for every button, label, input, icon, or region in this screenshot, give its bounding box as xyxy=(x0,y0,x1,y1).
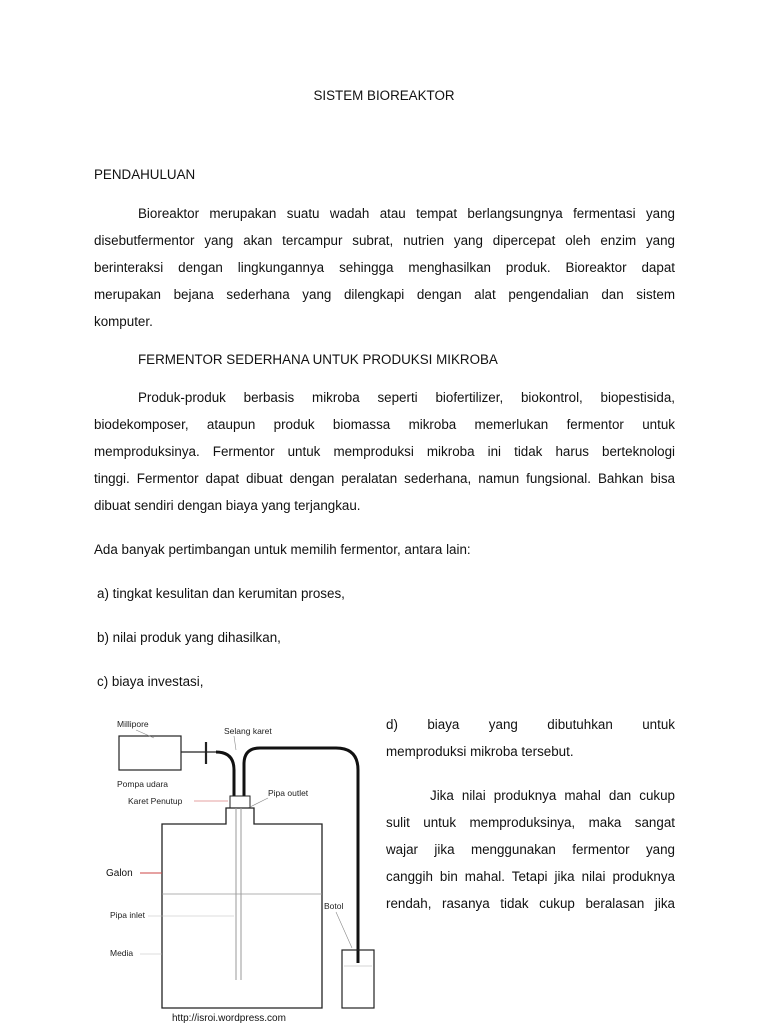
intro-line-1: Bioreaktor merupakan suatu wadah atau tempat berlangsungnya fermentasi yang xyxy=(138,206,675,221)
list-item-b: b) nilai produk yang dihasilkan, xyxy=(97,630,281,645)
fermentor-diagram xyxy=(96,708,380,1024)
millipore-label: Millipore xyxy=(117,719,149,729)
right-line-3: Jika nilai produknya mahal dan cukup xyxy=(430,788,675,803)
intro-heading: PENDAHULUAN xyxy=(94,167,196,182)
section-line-3: memproduksinya. Fermentor untuk memproduksi mikroba ini tidak harus berteknologi xyxy=(94,444,675,459)
section-heading: FERMENTOR SEDERHANA UNTUK PRODUKSI MIKROBA xyxy=(138,352,498,367)
source-url: http://isroi.wordpress.com xyxy=(172,1013,286,1024)
galon-label: Galon xyxy=(106,868,133,879)
considerations-intro: Ada banyak pertimbangan untuk memilih fermentor, antara lain: xyxy=(94,542,471,557)
pump-box xyxy=(119,736,181,770)
right-line-4: sulit untuk memproduksinya, maka sangat xyxy=(386,815,675,830)
millipore-pointer xyxy=(136,730,154,738)
right-line-2: memproduksi mikroba tersebut. xyxy=(386,744,574,759)
karet-penutup-label: Karet Penutup xyxy=(128,796,183,806)
document-title: SISTEM BIOREAKTOR xyxy=(313,88,455,103)
list-item-a: a) tingkat kesulitan dan kerumitan proses, xyxy=(97,586,345,601)
section-line-1: Produk-produk berbasis mikroba seperti biofertilizer, biokontrol, biopestisida, xyxy=(138,390,675,405)
intro-line-4: merupakan bejana sederhana yang dilengkapi dengan alat pengendalian dan sistem xyxy=(94,287,675,302)
rubber-cap xyxy=(230,796,250,808)
section-line-4: tinggi. Fermentor dapat dibuat dengan peralatan sederhana, namun fungsional. Bahkan bisa xyxy=(94,471,675,486)
pipa-inlet-label: Pipa inlet xyxy=(110,910,145,920)
selang-pointer xyxy=(234,736,236,750)
intro-line-2: disebutfermentor yang akan tercampur subrat, nutrien yang dipercepat oleh enzim yang xyxy=(94,233,675,248)
list-item-c: c) biaya investasi, xyxy=(97,674,204,689)
right-line-6: canggih bin mahal. Tetapi jika nilai produknya xyxy=(386,869,675,884)
right-line-5: wajar jika menggunakan fermentor yang xyxy=(386,842,675,857)
right-line-7: rendah, rasanya tidak cukup beralasan jika xyxy=(386,896,675,911)
pompa-udara-label: Pompa udara xyxy=(117,779,169,789)
intro-line-5: komputer. xyxy=(94,314,153,329)
right-line-1: d) biaya yang dibutuhkan untuk xyxy=(386,717,675,732)
pipa-outlet-label: Pipa outlet xyxy=(268,788,309,798)
intro-line-3: berinteraksi dengan lingkungannya sehingga menghasilkan produk. Bioreaktor dapat xyxy=(94,260,675,275)
inlet-hose xyxy=(216,752,234,796)
section-line-2: biodekomposer, ataupun produk biomassa mikroba memerlukan fermentor untuk xyxy=(94,417,675,432)
botol-label: Botol xyxy=(324,901,344,911)
botol-pointer xyxy=(336,912,352,948)
outlet-pointer xyxy=(248,798,268,808)
outlet-hose xyxy=(244,748,358,963)
media-label: Media xyxy=(110,948,134,958)
selang-karet-label: Selang karet xyxy=(224,726,272,736)
galon-body xyxy=(162,808,322,1008)
section-line-5: dibuat sendiri dengan biaya yang terjangkau. xyxy=(94,498,361,513)
